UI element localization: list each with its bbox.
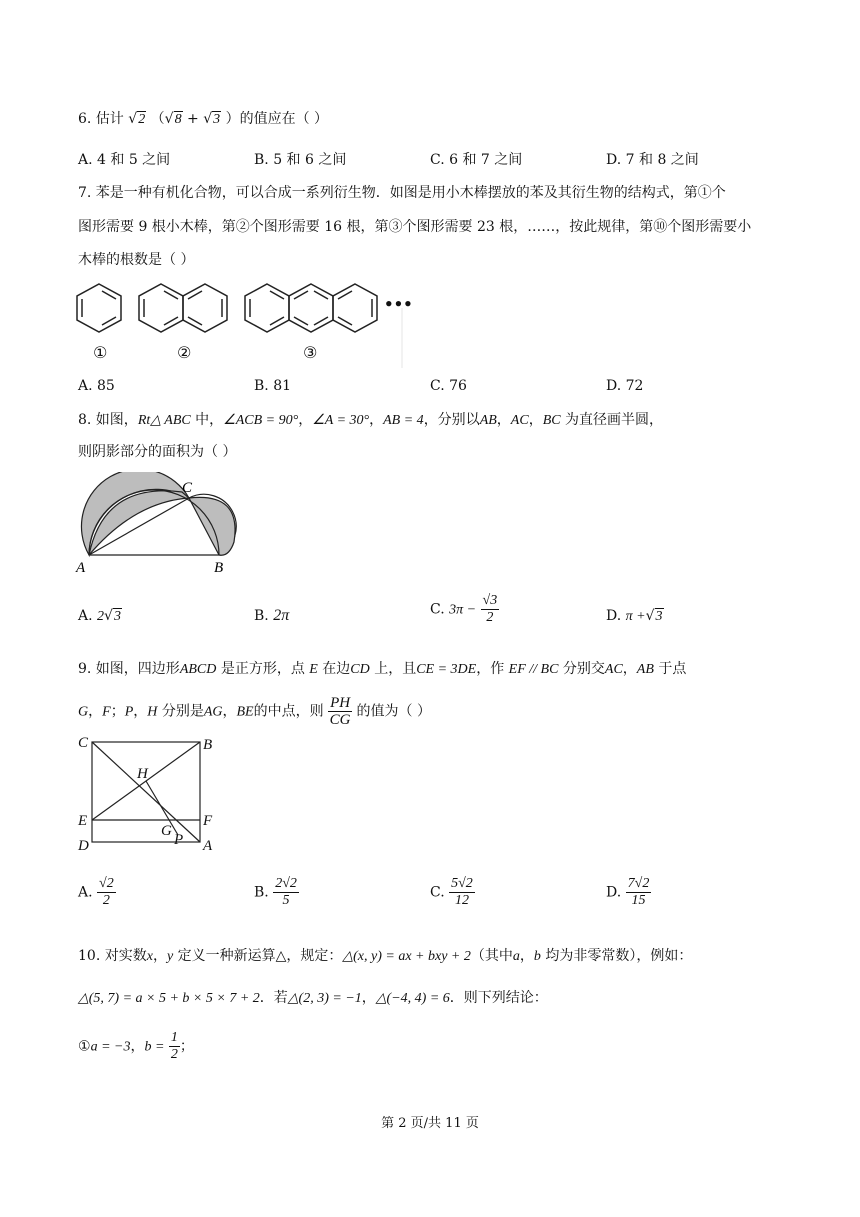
q6-option-a: A. 4 和 5 之间 [78,152,171,168]
q10-conclusion-1: ①a = −3，b = $\frac{1}{2}$ ； [78,1030,194,1062]
q7-caption-2: ② [177,343,192,362]
q9-stem-line1: 9. 如图，四边形ABCD 是正方形，点 E 在边CD 上，且CE = 3DE，作 EF // BC 分别交AC，AB 于点 [78,661,687,677]
q6-option-c: C. 6 和 7 之间 [430,152,523,168]
q9-label-c: C [78,735,89,751]
q9-option-a: A. $\frac{√2}{2}$ [78,876,114,908]
q9-label-e: E [78,813,88,829]
q10-stem-line1: 10. 对实数x，y 定义一种新运算△，规定：△(x, y) = ax + bxy + 2（其中a，b 均为非零常数），例如： [78,948,693,964]
page-footer: 第 2 页/共 11 页 [381,1116,479,1131]
q7-caption-3: ③ [303,343,318,362]
q9-label-a: A [203,838,213,854]
q7-stem-line2: 图形需要 9 根小木棒，第②个图形需要 16 根，第③个图形需要 23 根，……，按此规律，第⑩个图形需要小 [78,219,752,235]
q7-option-a: A. 85 [78,378,115,394]
q9-label-f: F [203,813,213,829]
q7-option-d: D. 72 [606,378,644,394]
q8-option-c: C. 3π − $\frac{√3}{2}$ [430,593,498,625]
q9-label-p: P [174,832,184,848]
q7-ellipsis: ••• [384,295,413,313]
q7-option-b: B. 81 [254,378,292,394]
q9-label-d: D [78,838,89,854]
q9-stem-line2: G，F；P，H 分别是AG，BE的中点，则 $\frac{PH}{CG}$ 的值为（ ） [78,695,431,728]
q6-option-b: B. 5 和 6 之间 [254,152,347,168]
q6-option-d: D. 7 和 8 之间 [606,152,699,168]
q9-label-b: B [203,737,213,753]
q9-option-c: C. $\frac{5√2}{12}$ [430,876,473,908]
q9-option-b: B. $\frac{2√2}{5}$ [254,876,297,908]
hexagon-1 [77,284,121,332]
q8-label-c: C [182,480,193,496]
q8-option-d: D. π +√3 [606,608,663,624]
q9-label-h: H [137,766,148,782]
q8-option-a: A. 2√3 [78,608,121,624]
q9-label-g: G [161,823,172,839]
q7-option-c: C. 76 [430,378,467,394]
q9-square-figure [74,732,234,854]
q8-label-b: B [214,560,224,576]
benzene-figures [72,280,412,370]
q8-stem-line1: 8. 如图，Rt△ ABC 中，∠ACB = 90°，∠A = 30°，AB = 4，分别以AB，AC，BC 为直径画半圆， [78,412,664,428]
q9-option-d: D. $\frac{7√2}{15}$ [606,876,650,908]
q10-stem-line2: △(5, 7) = a × 5 + b × 5 × 7 + 2．若△(2, 3) = −1，△(−4, 4) = 6．则下列结论： [78,990,548,1006]
q8-label-a: A [76,560,86,576]
q7-caption-1: ① [93,343,108,362]
q8-stem-line2: 则阴影部分的面积为（ ） [78,444,237,460]
q7-stem-line1: 7. 苯是一种有机化合物，可以合成一系列衍生物．如图是用小木棒摆放的苯及其衍生物的结构式，第①个 [78,185,726,201]
q8-option-b: B. 2π [254,607,290,624]
q8-semicircle-figure [74,472,254,578]
q6-stem: 6. 估计 √2 （√8 + √3 ）的值应在（ ） [78,111,329,127]
q7-stem-line3: 木棒的根数是（ ） [78,252,195,268]
